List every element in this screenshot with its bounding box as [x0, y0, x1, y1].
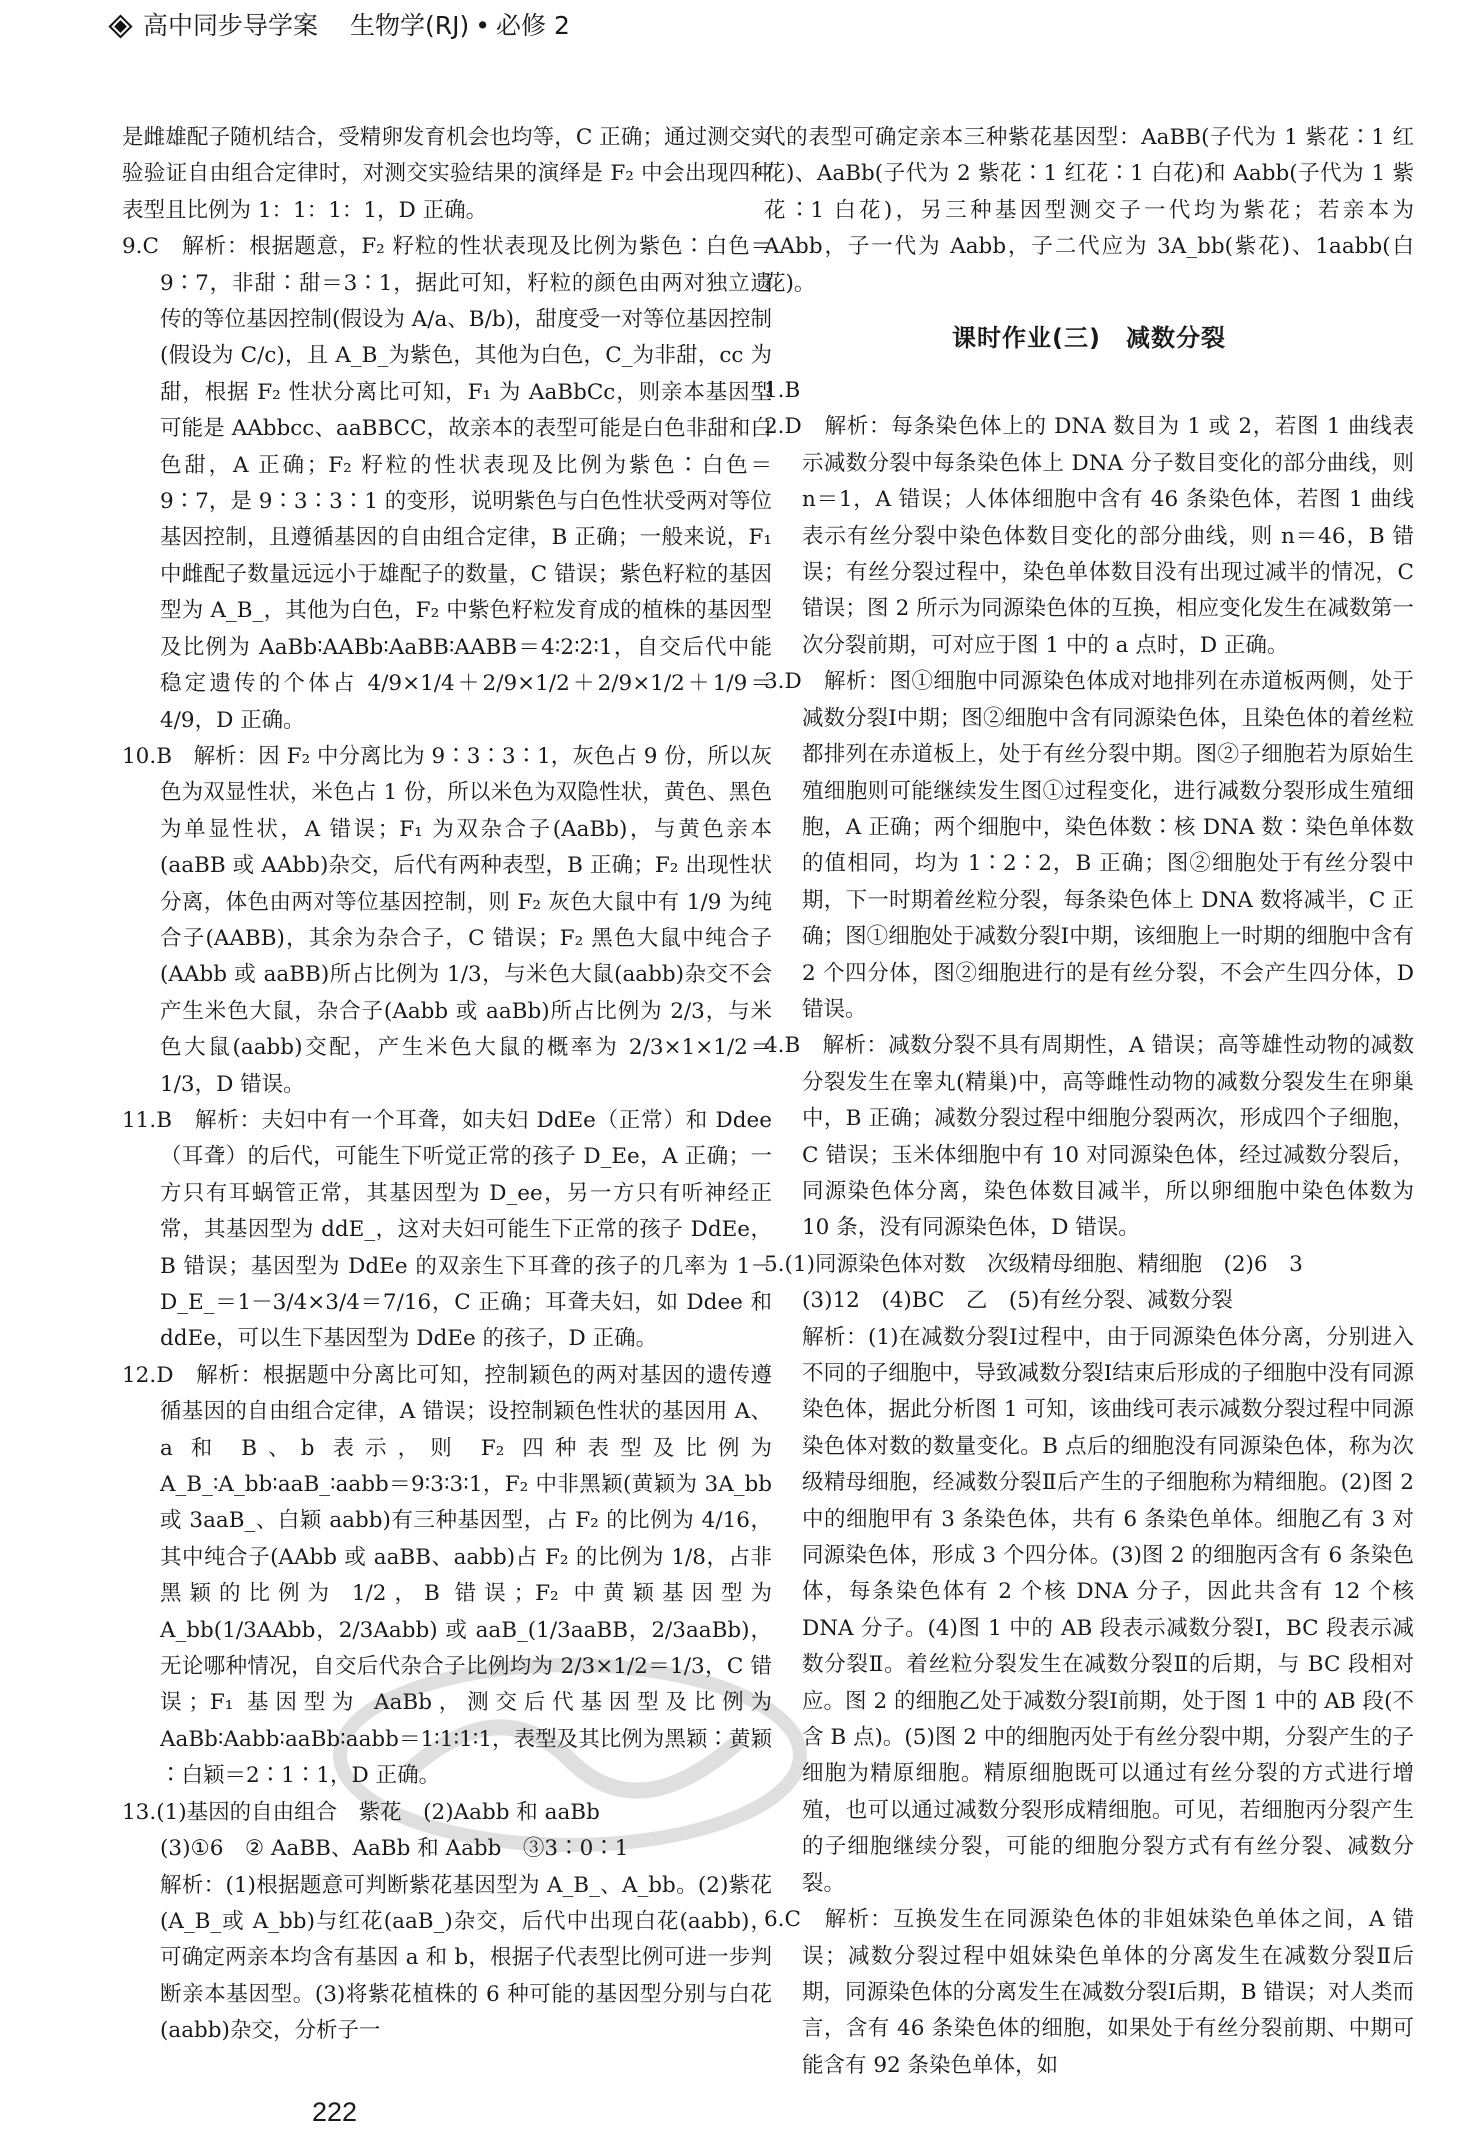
diamond-bullet-icon — [108, 14, 132, 38]
section-title: 课时作业(三) 减数分裂 — [952, 324, 1226, 353]
answer-continuation: (3)①6 ② AaBB、AaBb 和 Aabb ③3∶0∶1 — [160, 1836, 629, 1862]
answer-item: 9.C 解析：根据题意，F₂ 籽粒的性状表现及比例为紫色∶白色＝9∶7，非甜∶甜＝3∶1，据此可知，籽粒的颜色由两对独立遗传的等位基因控制(假设为 A/a、B/b)，甜度受一对等位基因控制(假设为 C/c)，且 A_B_为紫色，其他为白色，C_为非甜，cc 为甜，根据 F₂ 性状分离比可知，F₁ 为 AaBbCc，则亲本基因型可能是 AAbbcc、aaBBCC，故亲本的表型可能是白色非甜和白色甜，A 正确；F₂ 籽粒的性状表现及比例为紫色∶白色＝9∶7，是 9∶3∶3∶1 的变形，说明紫色与白色性状受两对等位基因控制，且遵循基因的自由组合定律，B 正确；一般来说，F₁ 中雌配子数量远远小于雄配子的数量，C 错误；紫色籽粒的基因型为 A_B_，其他为白色，F₂ 中紫色籽粒发育成的植株的基因型及比例为 AaBb∶AABb∶AaBB∶AABB＝4∶2∶2∶1，自交后代中能稳定遗传的个体占 4/9×1/4＋2/9×1/2＋2/9×1/2＋1/9＝4/9，D 正确。 — [122, 234, 773, 733]
header-series: 高中同步导学案 — [143, 11, 319, 40]
answer-item: 12.D 解析：根据题中分离比可知，控制颖色的两对基因的遗传遵循基因的自由组合定律，A 错误；设控制颖色性状的基因用 A、a 和 B、b 表示，则 F₂ 四种表型及比例为 A_B_∶A_bb∶aaB_∶aabb＝9∶3∶3∶1，F₂ 中非黑颖(黄颖为 3A_bb 或 3aaB_、白颖 aabb)有三种基因型，占 F₂ 的比例为 4/16，其中纯合子(AAbb 或 aaBB、aabb)占 F₂ 的比例为 1/8，占非黑颖的比例为 1/2，B 错误；F₂ 中黄颖基因型为 A_bb(1/3AAbb，2/3Aabb) 或 aaB_(1/3aaBB，2/3aaBb)，无论哪种情况，自交后代杂合子比例均为 2/3×1/2＝1/3，C 错误；F₁ 基因型为 AaBb，测交后代基因型及比例为 AaBb∶Aabb∶aaBb∶aabb＝1∶1∶1∶1，表型及其比例为黑颖∶黄颖∶白颖＝2∶1∶1，D 正确。 — [122, 1362, 772, 1789]
answer-item: 1.B — [764, 378, 801, 404]
answer-item: 3.D 解析：图①细胞中同源染色体成对地排列在赤道板两侧，处于减数分裂Ⅰ中期；图②细胞中含有同源染色体，且染色体的着丝粒都排列在赤道板上，处于有丝分裂中期。图②子细胞若为原始生殖细胞则可能继续发生图①过程变化，进行减数分裂形成生殖细胞，A 正确；两个细胞中，染色体数∶核 DNA 数∶染色单体数的值相同，均为 1∶2∶2，B 正确；图②细胞处于有丝分裂中期，下一时期着丝粒分裂，每条染色体上 DNA 数将减半，C 正确；图①细胞处于减数分裂Ⅰ中期，该细胞上一时期的细胞中含有 2 个四分体，图②细胞进行的是有丝分裂，不会产生四分体，D 错误。 — [764, 669, 1414, 1022]
header-dot: • — [475, 11, 491, 40]
answer-item: 5.(1)同源染色体对数 次级精母细胞、精细胞 (2)6 3 — [764, 1251, 1303, 1277]
running-header — [112, 6, 570, 46]
right-column — [764, 120, 1414, 2084]
answer-continuation: 代的表型可确定亲本三种紫花基因型：AaBB(子代为 1 紫花∶1 红花)、AaBb(子代为 2 紫花∶1 红花∶1 白花)和 Aabb(子代为 1 紫花∶1 白花)，另三种基因型测交子一代均为紫花；若亲本为 AAbb，子一代为 Aabb，子二代应为 3A_bb(紫花)、1aabb(白花)。 — [764, 125, 1414, 296]
answer-continuation: 是雌雄配子随机结合，受精卵发育机会也均等，C 正确；通过测交实验验证自由组合定律时，对测交实验结果的演绎是 F₂ 中会出现四种表型且比例为 1：1：1：1，D 正确。 — [122, 125, 772, 223]
header-subject: 生物学(RJ) — [350, 11, 470, 40]
answer-item: 4.B 解析：减数分裂不具有周期性，A 错误；高等雄性动物的减数分裂发生在睾丸(精巢)中，高等雌性动物的减数分裂发生在卵巢中，B 正确；减数分裂过程中细胞分裂两次，形成四个子细胞，C 错误；玉米体细胞中有 10 对同源染色体，经过减数分裂后，同源染色体分离，染色体数目减半，所以卵细胞中染色体数为 10 条，没有同源染色体，D 错误。 — [764, 1033, 1414, 1241]
answer-item: 10.B 解析：因 F₂ 中分离比为 9∶3∶3∶1，灰色占 9 份，所以灰色为双显性状，米色占 1 份，所以米色为双隐性状，黄色、黑色为单显性状，A 错误；F₁ 为双杂合子(AaBb)，与黄色亲本(aaBB 或 AAbb)杂交，后代有两种表型，B 正确；F₂ 出现性状分离，体色由两对等位基因控制，则 F₂ 灰色大鼠中有 1/9 为纯合子(AABB)，其余为杂合子，C 错误；F₂ 黑色大鼠中纯合子(AAbb 或 aaBB)所占比例为 1/3，与米色大鼠(aabb)杂交不会产生米色大鼠，杂合子(Aabb 或 aaBb)所占比例为 2/3，与米色大鼠(aabb)交配，产生米色大鼠的概率为 2/3×1×1/2＝1/3，D 错误。 — [122, 743, 772, 1097]
answer-continuation: 解析：(1)根据题意可判断紫花基因型为 A_B_、A_bb。(2)紫花(A_B_或 A_bb)与红花(aaB_)杂交，后代中出现白花(aabb)，可确定两亲本均含有基因 a 和 b，根据子代表型比例可进一步判断亲本基因型。(3)将紫花植株的 6 种可能的基因型分别与白花(aabb)杂交，分析子一 — [160, 1872, 772, 2044]
header-volume: 必修 2 — [496, 11, 570, 40]
answer-item: 11.B 解析：夫妇中有一个耳聋，如夫妇 DdEe（正常）和 Ddee（耳聋）的后代，可能生下听觉正常的孩子 D_Ee，A 正确；一方只有耳蜗管正常，其基因型为 D_ee，另一方只有听神经正常，其基因型为 ddE_，这对夫妇可能生下正常的孩子 DdEe，B 错误；基因型为 DdEe 的双亲生下耳聋的孩子的几率为 1－D_E_＝1－3/4×3/4＝7/16，C 正确；耳聋夫妇，如 Ddee 和 ddEe，可以生下基因型为 DdEe 的孩子，D 正确。 — [122, 1107, 772, 1352]
answer-continuation: (3)12 (4)BC 乙 (5)有丝分裂、减数分裂 — [802, 1288, 1233, 1314]
answer-item: 6.C 解析：互换发生在同源染色体的非姐妹染色单体之间，A 错误；减数分裂过程中姐妹染色单体的分离发生在减数分裂Ⅱ后期，同源染色体的分离发生在减数分裂Ⅰ后期，B 错误；对人类而言，含有 46 条染色体的细胞，如果处于有丝分裂前期、中期可能含有 92 条染色单体，如 — [764, 1907, 1414, 2078]
answer-item: 2.D 解析：每条染色体上的 DNA 数目为 1 或 2，若图 1 曲线表示减数分裂中每条染色体上 DNA 分子数目变化的部分曲线，则 n＝1，A 错误；人体体细胞中含有 46 条染色体，若图 1 曲线表示有丝分裂中染色体数目变化的部分曲线，则 n＝46，B 错误；有丝分裂过程中，染色单体数目没有出现过减半的情况，C 错误；图 2 所示为同源染色体的互换，相应变化发生在减数第一次分裂前期，可对应于图 1 中的 a 点时，D 正确。 — [764, 414, 1414, 658]
answer-item: 13.(1)基因的自由组合 紫花 (2)Aabb 和 aaBb — [122, 1799, 600, 1825]
left-column — [122, 120, 772, 2050]
answer-continuation: 解析：(1)在减数分裂Ⅰ过程中，由于同源染色体分离，分别进入不同的子细胞中，导致减数分裂Ⅰ结束后形成的子细胞中没有同源染色体，据此分析图 1 可知，该曲线可表示减数分裂过程中同源染色体对数的数量变化。B 点后的细胞没有同源染色体，称为次级精母细胞，经减数分裂Ⅱ后产生的子细胞称为精细胞。(2)图 2 中的细胞甲有 3 条染色体，共有 6 条染色单体。细胞乙有 3 对同源染色体，形成 3 个四分体。(3)图 2 的细胞丙含有 6 条染色体，每条染色体有 2 个核 DNA 分子，因此共含有 12 个核 DNA 分子。(4)图 1 中的 AB 段表示减数分裂Ⅰ，BC 段表示减数分裂Ⅱ。着丝粒分裂发生在减数分裂Ⅱ的后期，与 BC 段相对应。图 2 的细胞乙处于减数分裂Ⅰ前期，处于图 1 中的 AB 段(不含 B 点)。(5)图 2 中的细胞丙处于有丝分裂中期，分裂产生的子细胞为精原细胞。精原细胞既可以通过有丝分裂的方式进行增殖，也可以通过减数分裂形成精细胞。可见，若细胞丙分裂产生的子细胞继续分裂，可能的细胞分裂方式有有丝分裂、减数分裂。 — [802, 1324, 1414, 1896]
page-number: 222 — [312, 2097, 358, 2127]
